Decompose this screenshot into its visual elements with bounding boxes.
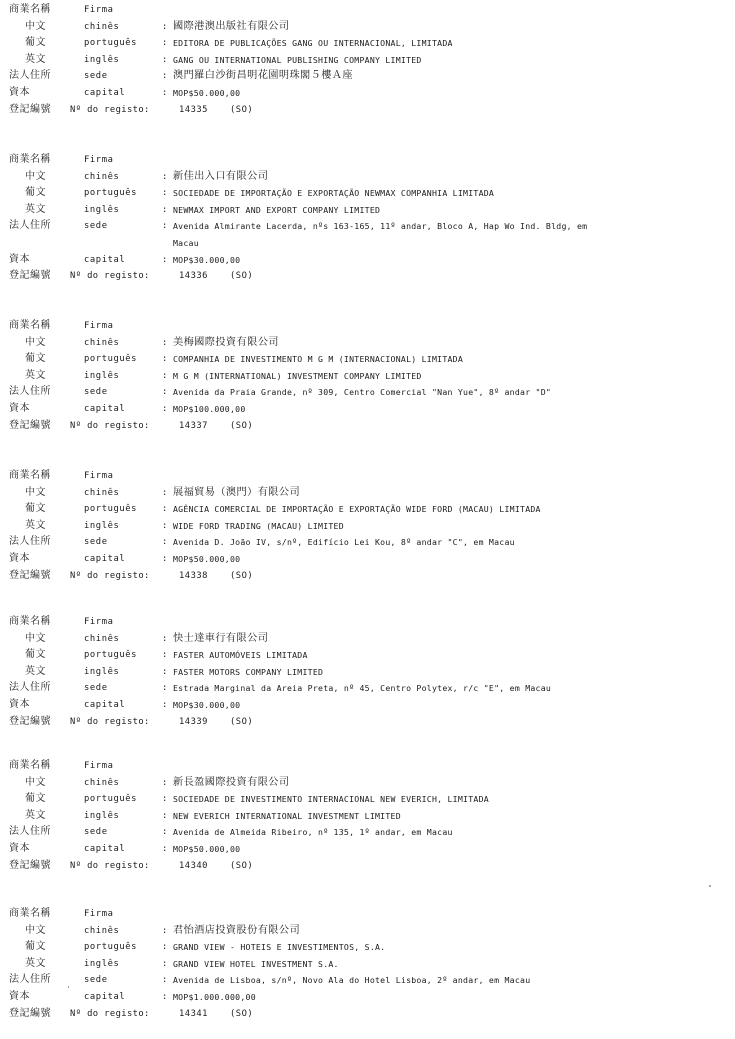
capital-label-pt: capital [84, 843, 126, 854]
chines-row [0, 631, 735, 648]
capital-label-zh: 資本 [9, 842, 30, 854]
registo-tag: (SO) [230, 1008, 254, 1019]
chinese-name: 君怡酒店投資股份有限公司 [173, 924, 301, 936]
capital-label-pt: capital [84, 403, 126, 414]
capital-label-zh: 資本 [9, 990, 30, 1002]
capital-row [0, 697, 735, 714]
registo-row [0, 418, 735, 435]
chines-row [0, 923, 735, 940]
sede-row [0, 384, 735, 401]
portugues-label-pt: português [84, 38, 138, 49]
ingles-label-zh: 英文 [25, 53, 46, 65]
chines-row [0, 775, 735, 792]
capital-value: MOP$30.000,00 [173, 699, 241, 710]
capital-value: MOP$1.000.000,00 [173, 991, 256, 1002]
chines-label-zh: 中文 [25, 336, 46, 348]
colon: : [162, 794, 168, 805]
portuguese-name: SOCIEDADE DE IMPORTAÇÃO E EXPORTAÇÃO NEWMAX COMPANHIA LIMITADA [173, 188, 495, 199]
colon: : [162, 520, 168, 531]
capital-label-zh: 資本 [9, 552, 30, 564]
sede-row [0, 824, 735, 841]
company-record [0, 468, 735, 584]
colon: : [162, 71, 168, 82]
portuguese-name: FASTER AUTOMÓVEIS LIMITADA [173, 650, 308, 661]
sede-row [0, 218, 735, 235]
sede-label-zh: 法人住所 [9, 220, 51, 232]
capital-label-zh: 資本 [9, 86, 30, 98]
colon: : [162, 403, 168, 414]
sede-row [0, 680, 735, 697]
colon: : [162, 337, 168, 348]
sede-label-pt: sede [84, 221, 108, 232]
registo-label-zh: 登記編號 [9, 859, 51, 871]
registo-row [0, 1006, 735, 1023]
ingles-label-pt: inglês [84, 666, 120, 677]
firma-label-zh: 商業名稱 [9, 154, 51, 165]
colon: : [162, 354, 168, 365]
company-record [0, 906, 735, 1022]
colon: : [162, 942, 168, 953]
ingles-label-pt: inglês [84, 958, 120, 969]
company-record [0, 318, 735, 434]
firma-row [0, 758, 735, 775]
english-name: NEW EVERICH INTERNATIONAL INVESTMENT LIMITED [173, 810, 401, 821]
registo-label-pt: Nº do registo: [70, 271, 150, 282]
portugues-row [0, 351, 735, 368]
company-record [0, 2, 735, 118]
chines-label-zh: 中文 [25, 776, 46, 788]
portugues-label-zh: 葡文 [25, 503, 46, 515]
firma-label-zh: 商業名稱 [9, 470, 51, 481]
capital-value: MOP$50.000,00 [173, 553, 241, 564]
sede-address: 澳門羅白沙街昌明花園明珠閣５樓Ａ座 [173, 70, 353, 82]
ingles-row [0, 808, 735, 825]
portugues-label-pt: português [84, 650, 138, 661]
registo-number: 14339 [179, 716, 208, 727]
capital-label-pt: capital [84, 699, 126, 710]
colon: : [162, 925, 168, 936]
scan-speck [68, 986, 69, 988]
portugues-row [0, 501, 735, 518]
ingles-label-pt: inglês [84, 810, 120, 821]
colon: : [162, 387, 168, 398]
sede-address: Avenida de Almeida Ribeiro, nº 135, 1º andar, em Macau [173, 827, 453, 838]
colon: : [162, 958, 168, 969]
company-record [0, 614, 735, 730]
registo-label-zh: 登記編號 [9, 1007, 51, 1019]
sede-continuation-row [0, 235, 735, 252]
portuguese-name: COMPANHIA DE INVESTIMENTO M G M (INTERNACIONAL) LIMITADA [173, 354, 464, 365]
capital-label-pt: capital [84, 254, 126, 265]
english-name: FASTER MOTORS COMPANY LIMITED [173, 666, 324, 677]
sede-label-zh: 法人住所 [9, 386, 51, 398]
colon: : [162, 633, 168, 644]
sede-row [0, 68, 735, 85]
portugues-label-pt: português [84, 188, 138, 199]
capital-label-pt: capital [84, 991, 126, 1002]
registo-tag: (SO) [230, 860, 254, 871]
colon: : [162, 188, 168, 199]
capital-value: MOP$50.000,00 [173, 843, 241, 854]
colon: : [162, 21, 168, 32]
firma-label-zh: 商業名稱 [9, 320, 51, 331]
capital-value: MOP$30.000,00 [173, 254, 241, 265]
ingles-label-zh: 英文 [25, 519, 46, 531]
portugues-label-zh: 葡文 [25, 187, 46, 199]
colon: : [162, 827, 168, 838]
chines-row [0, 19, 735, 36]
portugues-label-pt: português [84, 794, 138, 805]
firma-row [0, 318, 735, 335]
ingles-row [0, 202, 735, 219]
colon: : [162, 171, 168, 182]
registo-tag: (SO) [230, 104, 254, 115]
registo-label-zh: 登記編號 [9, 715, 51, 727]
firma-label-pt: Firma [84, 909, 114, 919]
portuguese-name: GRAND VIEW - HOTEIS E INVESTIMENTOS, S.A. [173, 942, 386, 953]
registo-label-zh: 登記編號 [9, 270, 51, 282]
registo-row [0, 858, 735, 875]
firma-row [0, 614, 735, 631]
sede-address: Avenida D. João IV, s/nº, Edifício Lei Kou, 8º andar "C", em Macau [173, 537, 515, 548]
registo-label-pt: Nº do registo: [70, 716, 150, 727]
capital-value: MOP$100.000,00 [173, 403, 246, 414]
firma-label-zh: 商業名稱 [9, 908, 51, 919]
chines-label-pt: chinês [84, 21, 120, 32]
chinese-name: 展福貿易（澳門）有限公司 [173, 486, 301, 498]
ingles-row [0, 368, 735, 385]
company-record [0, 152, 735, 285]
colon: : [162, 810, 168, 821]
chines-label-zh: 中文 [25, 632, 46, 644]
firma-label-pt: Firma [84, 471, 114, 481]
firma-label-pt: Firma [84, 761, 114, 771]
colon: : [162, 537, 168, 548]
registo-label-pt: Nº do registo: [70, 570, 150, 581]
firma-row [0, 468, 735, 485]
chines-label-zh: 中文 [25, 924, 46, 936]
firma-label-zh: 商業名稱 [9, 4, 51, 15]
capital-row [0, 401, 735, 418]
firma-label-pt: Firma [84, 321, 114, 331]
ingles-row [0, 52, 735, 69]
firma-label-zh: 商業名稱 [9, 616, 51, 627]
colon: : [162, 38, 168, 49]
firma-label-zh: 商業名稱 [9, 760, 51, 771]
portugues-label-zh: 葡文 [25, 941, 46, 953]
english-name: M G M (INTERNATIONAL) INVESTMENT COMPANY LIMITED [173, 370, 422, 381]
portugues-row [0, 939, 735, 956]
colon: : [162, 699, 168, 710]
portuguese-name: EDITORA DE PUBLICAÇÕES GANG OU INTERNACIONAL, LIMITADA [173, 38, 453, 49]
chines-label-zh: 中文 [25, 20, 46, 32]
chines-label-pt: chinês [84, 925, 120, 936]
portuguese-name: AGÊNCIA COMERCIAL DE IMPORTAÇÃO E EXPORTAÇÃO WIDE FORD (MACAU) LIMITADA [173, 504, 541, 515]
colon: : [162, 991, 168, 1002]
chines-row [0, 169, 735, 186]
sede-label-zh: 法人住所 [9, 974, 51, 986]
capital-row [0, 989, 735, 1006]
sede-label-pt: sede [84, 683, 108, 694]
chines-label-pt: chinês [84, 337, 120, 348]
colon: : [162, 777, 168, 788]
colon: : [162, 843, 168, 854]
ingles-label-pt: inglês [84, 370, 120, 381]
chinese-name: 國際港澳出版社有限公司 [173, 20, 290, 32]
chines-label-pt: chinês [84, 777, 120, 788]
chines-label-pt: chinês [84, 171, 120, 182]
portugues-row [0, 647, 735, 664]
capital-value: MOP$50.000,00 [173, 87, 241, 98]
portugues-label-zh: 葡文 [25, 353, 46, 365]
registo-tag: (SO) [230, 716, 254, 727]
portugues-label-zh: 葡文 [25, 793, 46, 805]
registo-row [0, 568, 735, 585]
registo-label-zh: 登記編號 [9, 419, 51, 431]
capital-label-pt: capital [84, 553, 126, 564]
registo-tag: (SO) [230, 570, 254, 581]
ingles-row [0, 664, 735, 681]
registo-number: 14337 [179, 420, 208, 431]
colon: : [162, 650, 168, 661]
chines-label-zh: 中文 [25, 486, 46, 498]
firma-row [0, 906, 735, 923]
ingles-label-pt: inglês [84, 204, 120, 215]
chines-label-pt: chinês [84, 633, 120, 644]
sede-label-zh: 法人住所 [9, 70, 51, 82]
sede-label-pt: sede [84, 537, 108, 548]
capital-row [0, 841, 735, 858]
colon: : [162, 221, 168, 232]
registo-label-zh: 登記編號 [9, 103, 51, 115]
registo-label-zh: 登記編號 [9, 569, 51, 581]
registo-row [0, 102, 735, 119]
capital-label-zh: 資本 [9, 402, 30, 414]
sede-address: Estrada Marginal da Areia Preta, nº 45, Centro Polytex, r/c "E", em Macau [173, 683, 552, 694]
capital-label-zh: 資本 [9, 253, 30, 265]
sede-label-zh: 法人住所 [9, 536, 51, 548]
ingles-label-zh: 英文 [25, 203, 46, 215]
portugues-row [0, 185, 735, 202]
english-name: NEWMAX IMPORT AND EXPORT COMPANY LIMITED [173, 204, 381, 215]
registo-tag: (SO) [230, 271, 254, 282]
chinese-name: 新長盈國際投資有限公司 [173, 776, 290, 788]
registo-label-pt: Nº do registo: [70, 420, 150, 431]
chines-row [0, 335, 735, 352]
ingles-label-zh: 英文 [25, 809, 46, 821]
colon: : [162, 54, 168, 65]
ingles-label-zh: 英文 [25, 369, 46, 381]
colon: : [162, 487, 168, 498]
portugues-label-pt: português [84, 504, 138, 515]
firma-label-pt: Firma [84, 5, 114, 15]
sede-address-continuation: Macau [173, 237, 199, 248]
firma-row [0, 2, 735, 19]
ingles-row [0, 518, 735, 535]
chines-label-pt: chinês [84, 487, 120, 498]
colon: : [162, 204, 168, 215]
portuguese-name: SOCIEDADE DE INVESTIMENTO INTERNACIONAL NEW EVERICH, LIMITADA [173, 794, 489, 805]
registo-number: 14336 [179, 271, 208, 282]
colon: : [162, 254, 168, 265]
sede-row [0, 972, 735, 989]
sede-label-pt: sede [84, 975, 108, 986]
capital-row [0, 551, 735, 568]
ingles-row [0, 956, 735, 973]
sede-address: Avenida Almirante Lacerda, nºs 163-165, 11º andar, Bloco A, Hap Wo Ind. Bldg, em [173, 221, 588, 232]
portugues-row [0, 791, 735, 808]
english-name: GANG OU INTERNATIONAL PUBLISHING COMPANY LIMITED [173, 54, 422, 65]
colon: : [162, 683, 168, 694]
portugues-label-zh: 葡文 [25, 649, 46, 661]
registo-label-pt: Nº do registo: [70, 860, 150, 871]
registo-number: 14335 [179, 104, 208, 115]
firma-row [0, 152, 735, 169]
colon: : [162, 370, 168, 381]
registo-row [0, 268, 735, 285]
ingles-label-pt: inglês [84, 54, 120, 65]
capital-label-pt: capital [84, 87, 126, 98]
sede-row [0, 534, 735, 551]
chines-row [0, 485, 735, 502]
sede-address: Avenida de Lisboa, s/nº, Novo Ala do Hotel Lisboa, 2º andar, em Macau [173, 975, 531, 986]
ingles-label-pt: inglês [84, 520, 120, 531]
sede-label-zh: 法人住所 [9, 826, 51, 838]
registo-label-pt: Nº do registo: [70, 104, 150, 115]
company-record [0, 758, 735, 874]
chines-label-zh: 中文 [25, 170, 46, 182]
capital-row [0, 252, 735, 269]
colon: : [162, 975, 168, 986]
english-name: WIDE FORD TRADING (MACAU) LIMITED [173, 520, 344, 531]
sede-label-pt: sede [84, 827, 108, 838]
registo-number: 14341 [179, 1008, 208, 1019]
sede-label-pt: sede [84, 71, 108, 82]
colon: : [162, 504, 168, 515]
registo-number: 14340 [179, 860, 208, 871]
chinese-name: 快士達車行有限公司 [173, 632, 269, 644]
colon: : [162, 666, 168, 677]
sede-label-pt: sede [84, 387, 108, 398]
ingles-label-zh: 英文 [25, 957, 46, 969]
registo-tag: (SO) [230, 420, 254, 431]
scan-speck [709, 885, 711, 887]
registo-number: 14338 [179, 570, 208, 581]
sede-address: Avenida da Praia Grande, nº 309, Centro Comercial "Nan Yue", 8º andar "D" [173, 387, 552, 398]
portugues-row [0, 35, 735, 52]
colon: : [162, 87, 168, 98]
ingles-label-zh: 英文 [25, 665, 46, 677]
chinese-name: 美梅國際投資有限公司 [173, 336, 279, 348]
capital-row [0, 85, 735, 102]
firma-label-pt: Firma [84, 617, 114, 627]
portugues-label-pt: português [84, 354, 138, 365]
portugues-label-zh: 葡文 [25, 37, 46, 49]
colon: : [162, 553, 168, 564]
chinese-name: 新佳出入口有限公司 [173, 170, 269, 182]
registo-row [0, 714, 735, 731]
portugues-label-pt: português [84, 942, 138, 953]
registo-label-pt: Nº do registo: [70, 1008, 150, 1019]
sede-label-zh: 法人住所 [9, 682, 51, 694]
capital-label-zh: 資本 [9, 698, 30, 710]
firma-label-pt: Firma [84, 155, 114, 165]
english-name: GRAND VIEW HOTEL INVESTMENT S.A. [173, 958, 339, 969]
